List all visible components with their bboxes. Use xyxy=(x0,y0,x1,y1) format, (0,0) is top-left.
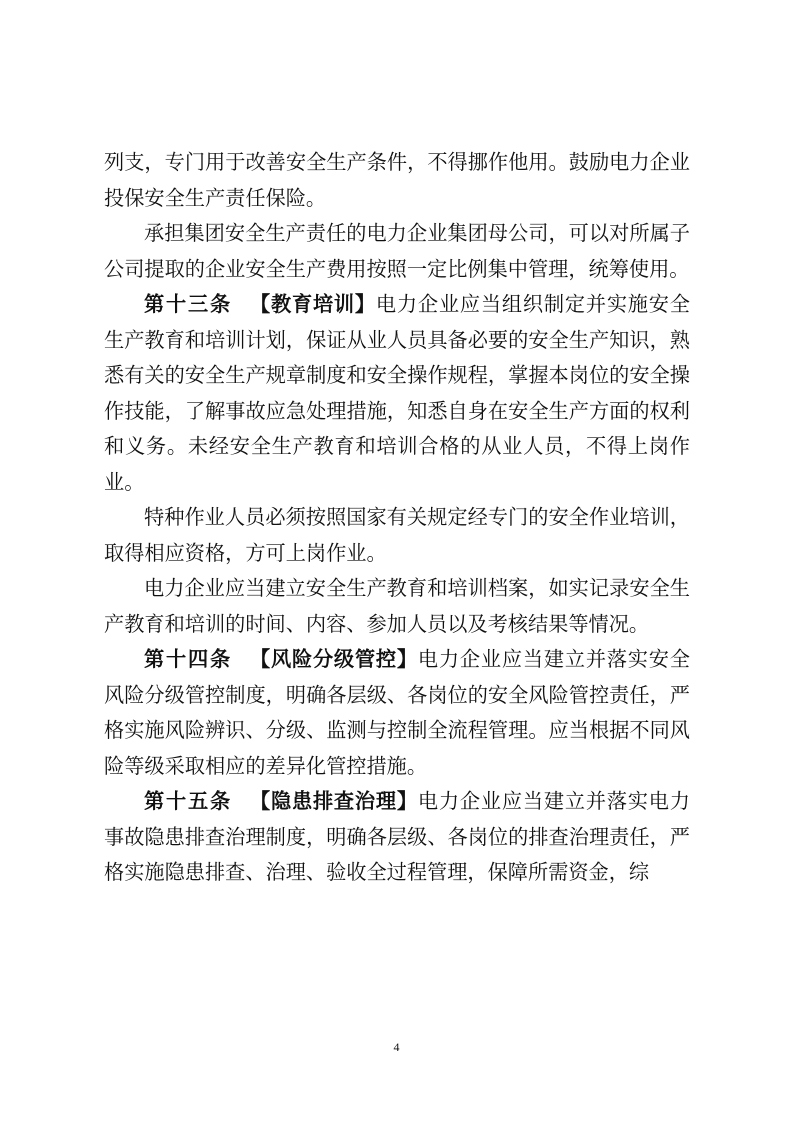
paragraph-continuation xyxy=(104,145,690,216)
document-body xyxy=(104,145,690,891)
article-title: 【隐患排查治理】 xyxy=(249,789,418,813)
paragraph xyxy=(104,500,690,571)
paragraph-text: 电力企业应当建立并落实安全风险分级管控制度，明确各层级、各岗位的安全风险管控责任，严格实施风险辨识、分级、监测与控制全流程管理。应当根据不同风险等级采取相应的差异化管控措施。 xyxy=(104,647,690,778)
paragraph-text: 承担集团安全生产责任的电力企业集团母公司，可以对所属子公司提取的企业安全生产费用按照一定比例集中管理，统筹使用。 xyxy=(104,221,690,281)
article-14-paragraph xyxy=(104,642,690,784)
article-13-paragraph xyxy=(104,287,690,500)
article-title: 【教育培训】 xyxy=(249,292,376,316)
article-15-paragraph xyxy=(104,784,690,891)
paragraph-text: 特种作业人员必须按照国家有关规定经专门的安全作业培训，取得相应资格，方可上岗作业。 xyxy=(104,505,690,565)
paragraph-text: 列支，专门用于改善安全生产条件，不得挪作他用。鼓励电力企业投保安全生产责任保险。 xyxy=(104,150,690,210)
article-number: 第十五条 xyxy=(144,789,232,813)
paragraph-text: 电力企业应当组织制定并实施安全生产教育和培训计划，保证从业人员具备必要的安全生产知识，熟悉有关的安全生产规章制度和安全操作规程，掌握本岗位的安全操作技能，了解事故应急处理措施，知悉自身在安全生产方面的权利和义务。未经安全生产教育和培训合格的从业人员，不得上岗作业。 xyxy=(104,292,690,494)
paragraph xyxy=(104,216,690,287)
article-number: 第十三条 xyxy=(144,292,232,316)
paragraph-text: 电力企业应当建立并落实电力事故隐患排查治理制度，明确各层级、各岗位的排查治理责任，严格实施隐患排查、治理、验收全过程管理，保障所需资金，综 xyxy=(104,789,690,884)
paragraph xyxy=(104,571,690,642)
article-number: 第十四条 xyxy=(144,647,232,671)
article-title: 【风险分级管控】 xyxy=(249,647,418,671)
page-number: 4 xyxy=(393,1040,400,1054)
paragraph-text: 电力企业应当建立安全生产教育和培训档案，如实记录安全生产教育和培训的时间、内容、参加人员以及考核结果等情况。 xyxy=(104,576,690,636)
